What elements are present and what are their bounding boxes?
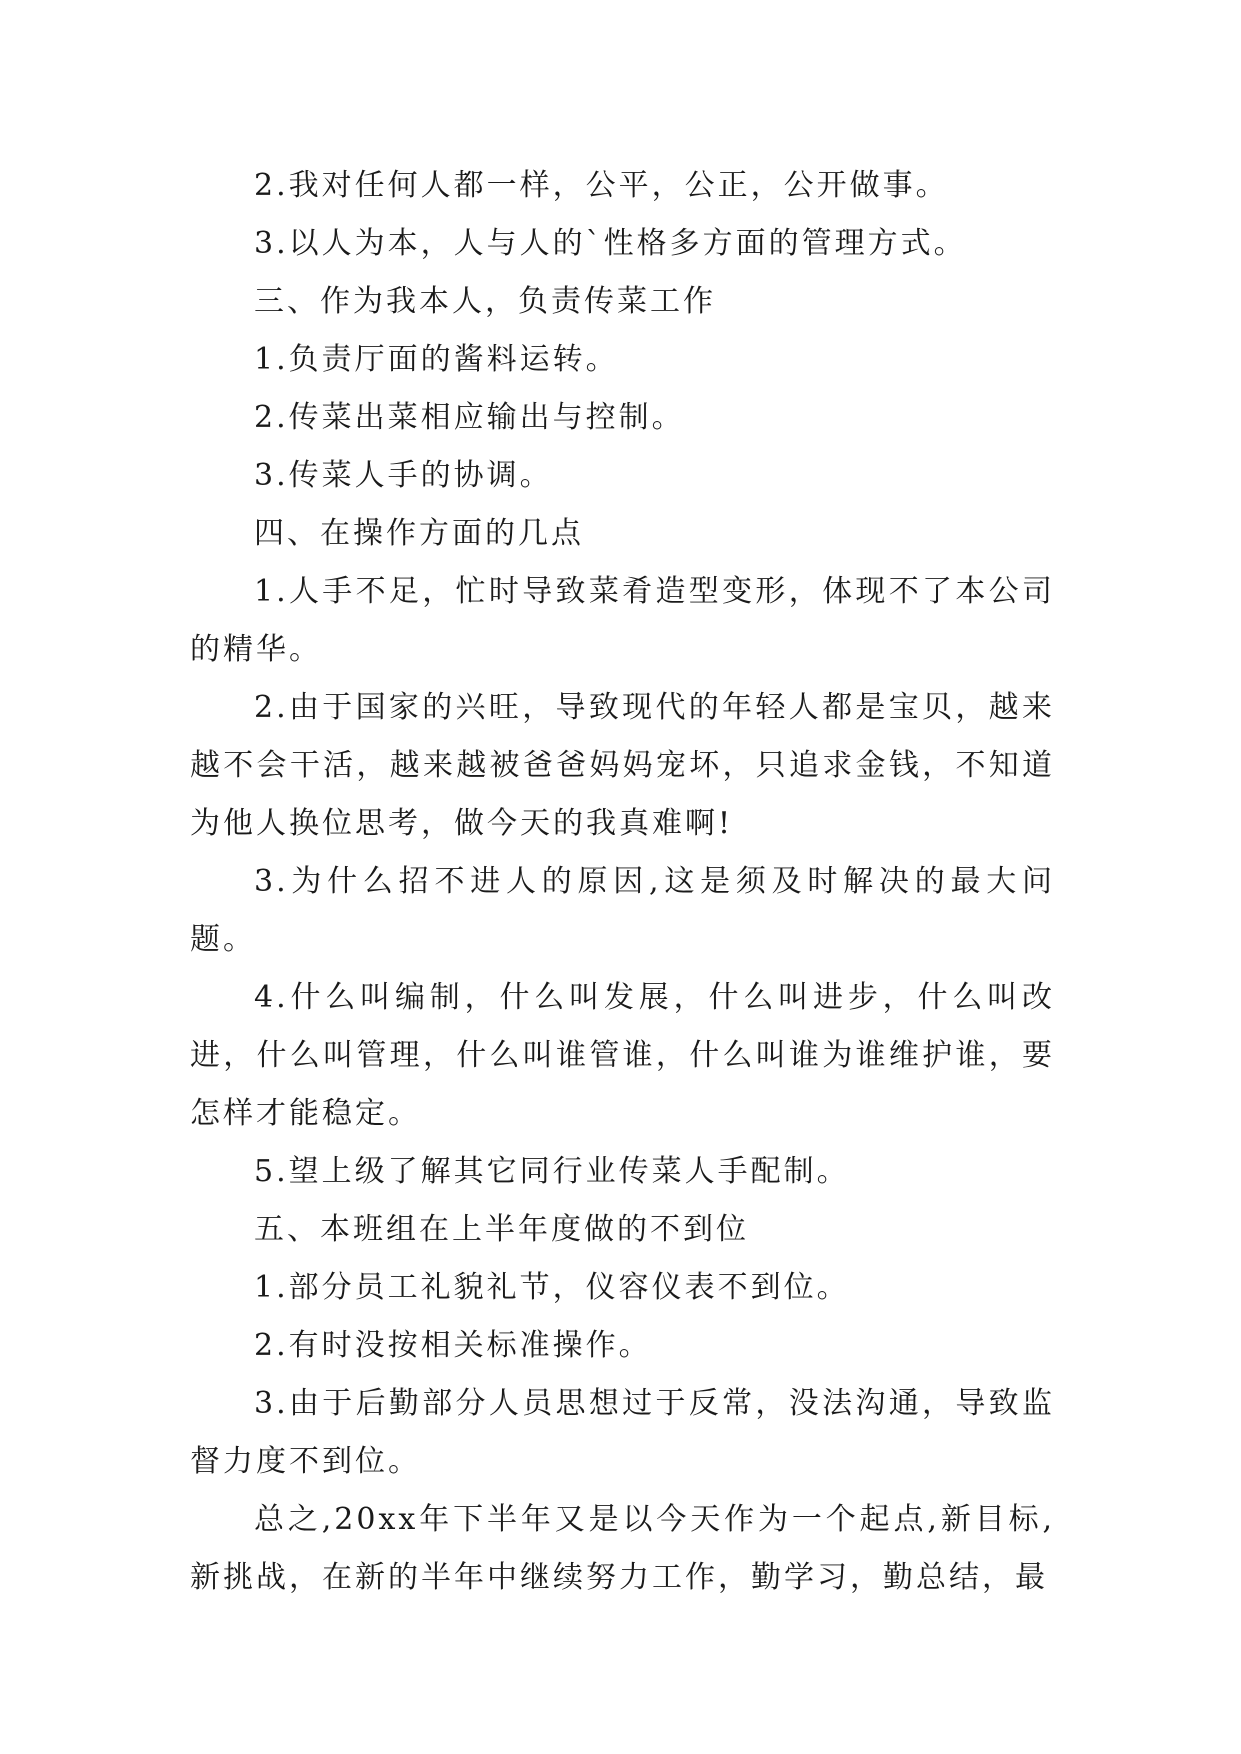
paragraph: 3.传菜人手的协调。 — [254, 458, 553, 493]
document-body — [190, 157, 1055, 1607]
paragraph: 3.为什么招不进人的原因,这是须及时解决的最大问题。 — [190, 864, 1055, 957]
paragraph: 总之,20xx年下半年又是以今天作为一个起点,新目标,新挑战，在新的半年中继续努力工作，勤学习，勤总结，最 — [190, 1502, 1055, 1595]
section-heading: 五、本班组在上半年度做的不到位 — [254, 1212, 749, 1247]
paragraph: 3.由于后勤部分人员思想过于反常，没法沟通，导致监督力度不到位。 — [190, 1386, 1055, 1479]
paragraph: 2.有时没按相关标准操作。 — [254, 1328, 652, 1363]
section-heading: 四、在操作方面的几点 — [254, 516, 584, 551]
paragraph: 5.望上级了解其它同行业传菜人手配制。 — [254, 1154, 850, 1189]
paragraph: 3.以人为本，人与人的`性格多方面的管理方式。 — [254, 226, 967, 261]
paragraph: 2.我对任何人都一样，公平，公正，公开做事。 — [254, 168, 949, 203]
section-heading: 三、作为我本人，负责传菜工作 — [254, 284, 716, 319]
paragraph: 1.人手不足，忙时导致菜肴造型变形，体现不了本公司的精华。 — [190, 574, 1055, 667]
paragraph: 2.传菜出菜相应输出与控制。 — [254, 400, 685, 435]
paragraph: 4.什么叫编制，什么叫发展，什么叫进步，什么叫改进，什么叫管理，什么叫谁管谁，什么叫谁为谁维护谁，要怎样才能稳定。 — [190, 980, 1055, 1131]
paragraph: 1.部分员工礼貌礼节，仪容仪表不到位。 — [254, 1270, 850, 1305]
paragraph: 1.负责厅面的酱料运转。 — [254, 342, 619, 377]
paragraph: 2.由于国家的兴旺，导致现代的年轻人都是宝贝，越来越不会干活，越来越被爸爸妈妈宠坏，只追求金钱，不知道为他人换位思考，做今天的我真难啊! — [190, 690, 1055, 841]
